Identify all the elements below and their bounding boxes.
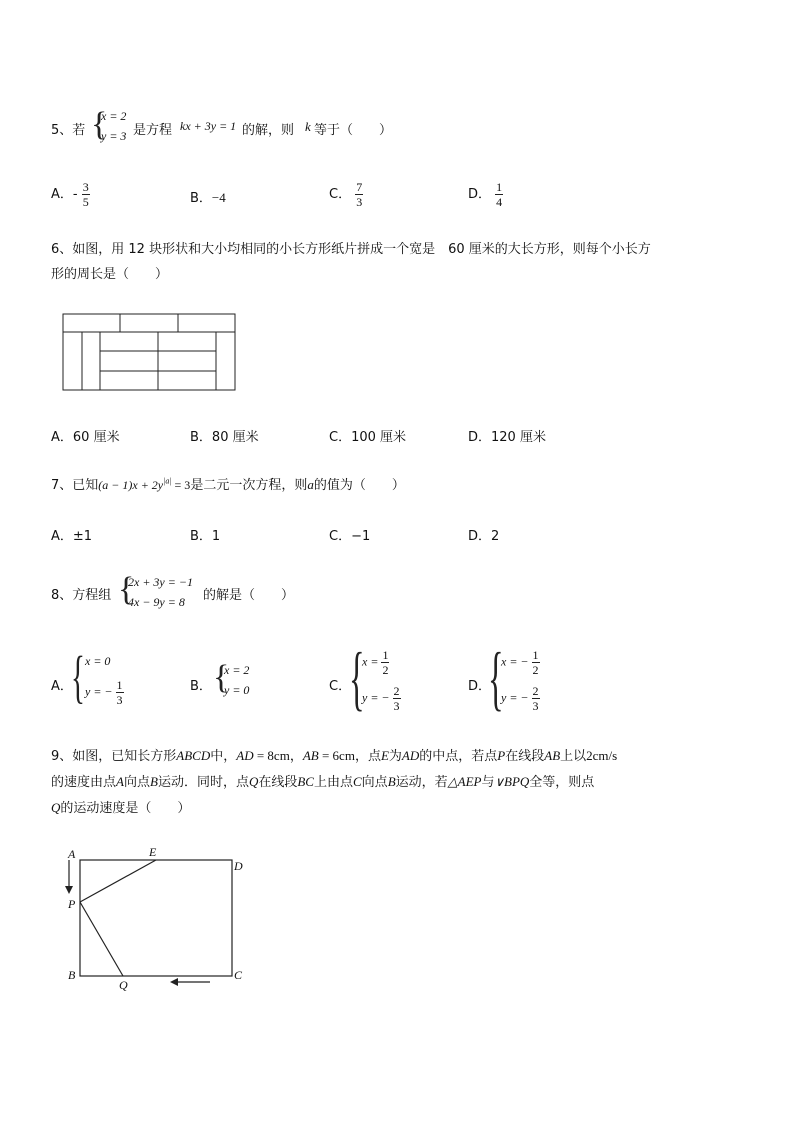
q9-label-b: B xyxy=(68,968,76,982)
q6-option-c: C．100 厘米 xyxy=(329,430,407,445)
q8-option-d-brace: { xyxy=(488,638,504,718)
q8-option-b-line1: x = 2 xyxy=(224,663,250,677)
q5-prefix: 5、若 xyxy=(51,123,86,138)
q8-option-a-line1: x = 0 xyxy=(85,654,111,668)
q6-outer-rect xyxy=(63,314,235,390)
q5-var-k: k xyxy=(305,119,311,134)
q9-label-d: D xyxy=(234,859,243,873)
q6-option-b: B．80 厘米 xyxy=(190,430,259,445)
q8-option-a-brace: { xyxy=(71,644,85,709)
q9-label-q: Q xyxy=(119,978,128,992)
q9-text-line2: 的速度由点A向点B运动．同时，点Q在线段BC上由点C向点B运动，若△AEP与∨BPQ全等，则点 xyxy=(51,774,595,790)
q5-sys-line1: x = 2 xyxy=(101,109,127,123)
q5-option-d-frac: $\frac{1}{4}$ xyxy=(496,180,503,209)
q7-eq-rest: = 3 xyxy=(171,478,191,492)
q5-suffix2: 等于（ ） xyxy=(314,123,393,138)
q8-option-b-line2: y = 0 xyxy=(224,683,250,697)
q5-option-a-label: A．- xyxy=(51,187,78,202)
q9-segment-pe xyxy=(80,860,156,902)
q8-option-a-line2: y = − $\frac{1}{3}$ xyxy=(85,678,123,707)
q8-option-c-line2: y = − $\frac{2}{3}$ xyxy=(362,684,400,713)
q9-arrow-left-head xyxy=(170,978,178,986)
q5-sys-line2: y = 3 xyxy=(101,129,127,143)
q8-sys-line2: 4x − 9y = 8 xyxy=(128,595,185,609)
q5-mid: 是方程 xyxy=(133,123,173,138)
q9-rectangle-figure xyxy=(60,842,260,992)
q8-option-c-brace: { xyxy=(349,638,365,718)
q5-option-a xyxy=(51,180,90,209)
q6-text-line2: 形的周长是（ ） xyxy=(51,267,169,282)
q8-option-b-brace: { xyxy=(213,659,230,696)
q8-option-a-label: A． xyxy=(51,679,73,694)
q5-option-d-label: D． xyxy=(468,187,492,202)
q7-option-b: B．1 xyxy=(190,529,221,544)
q8-option-c-line1: x = $\frac{1}{2}$ xyxy=(362,648,389,677)
q7-exponent: |a| xyxy=(163,476,172,486)
q8-option-d-line2: y = − $\frac{2}{3}$ xyxy=(501,684,539,713)
q9-rect-abcd xyxy=(80,860,232,976)
q8-option-d-label: D． xyxy=(468,679,492,694)
q9-arrow-down-head xyxy=(65,886,73,894)
q7-option-a: A．±1 xyxy=(51,529,93,544)
q5-option-a-frac: $\frac{3}{5}$ xyxy=(82,180,89,209)
q7-option-c: C．−1 xyxy=(329,529,371,544)
q7-equation: (a − 1)x + 2y xyxy=(98,478,164,492)
q7-prefix: 7、已知 xyxy=(51,478,99,493)
q9-label-c: C xyxy=(234,968,243,982)
q8-option-b-label: B． xyxy=(190,679,212,694)
q5-option-d xyxy=(468,180,503,209)
q9-label-e: E xyxy=(149,845,157,859)
q6-option-a: A．60 厘米 xyxy=(51,430,120,445)
q8-option-c-label: C． xyxy=(329,679,352,694)
q6-option-d: D．120 厘米 xyxy=(468,430,546,445)
q9-text-line3: Q的运动速度是（ ） xyxy=(51,800,191,816)
q6-text-line1: 6、如图，用 12 块形状和大小均相同的小长方形纸片拼成一个宽是 60 厘米的大长方形，则每个小长方 xyxy=(51,242,651,257)
q6-rectangle-figure xyxy=(62,313,238,393)
q9-label-a: A xyxy=(68,847,76,861)
q5-equation: kx + 3y = 1 xyxy=(180,119,237,133)
q7-option-d: D．2 xyxy=(468,529,500,544)
q5-option-c-label: C． xyxy=(329,187,352,202)
q9-segment-pq xyxy=(80,902,123,976)
q8-option-d-line1: x = − $\frac{1}{2}$ xyxy=(501,648,539,677)
q5-brace: { xyxy=(91,106,108,143)
q5-option-b xyxy=(190,187,226,206)
q7-var-a: a xyxy=(307,477,314,492)
q5-option-c xyxy=(329,180,363,209)
q8-sys-line1: 2x + 3y = −1 xyxy=(128,575,193,589)
q5-suffix1: 的解，则 xyxy=(242,123,295,138)
q5-option-b-value: −4 xyxy=(211,190,226,205)
q5-option-b-label: B． xyxy=(190,191,212,206)
q7-suffix: 的值为（ ） xyxy=(313,478,405,493)
q7-mid: 是二元一次方程，则 xyxy=(190,478,308,493)
q9-label-p: P xyxy=(68,897,76,911)
q8-brace: { xyxy=(118,571,135,608)
q7-text xyxy=(51,474,405,493)
q8-suffix: 的解是（ ） xyxy=(203,588,295,603)
q8-prefix: 8、方程组 xyxy=(51,588,112,603)
q9-text-line1: 9、如图，已知长方形ABCD中，AD = 8cm，AB = 6cm，点E为AD的中点，若点P在线段AB上以2cm/s xyxy=(51,748,618,764)
q5-option-c-frac: $\frac{7}{3}$ xyxy=(356,180,363,209)
